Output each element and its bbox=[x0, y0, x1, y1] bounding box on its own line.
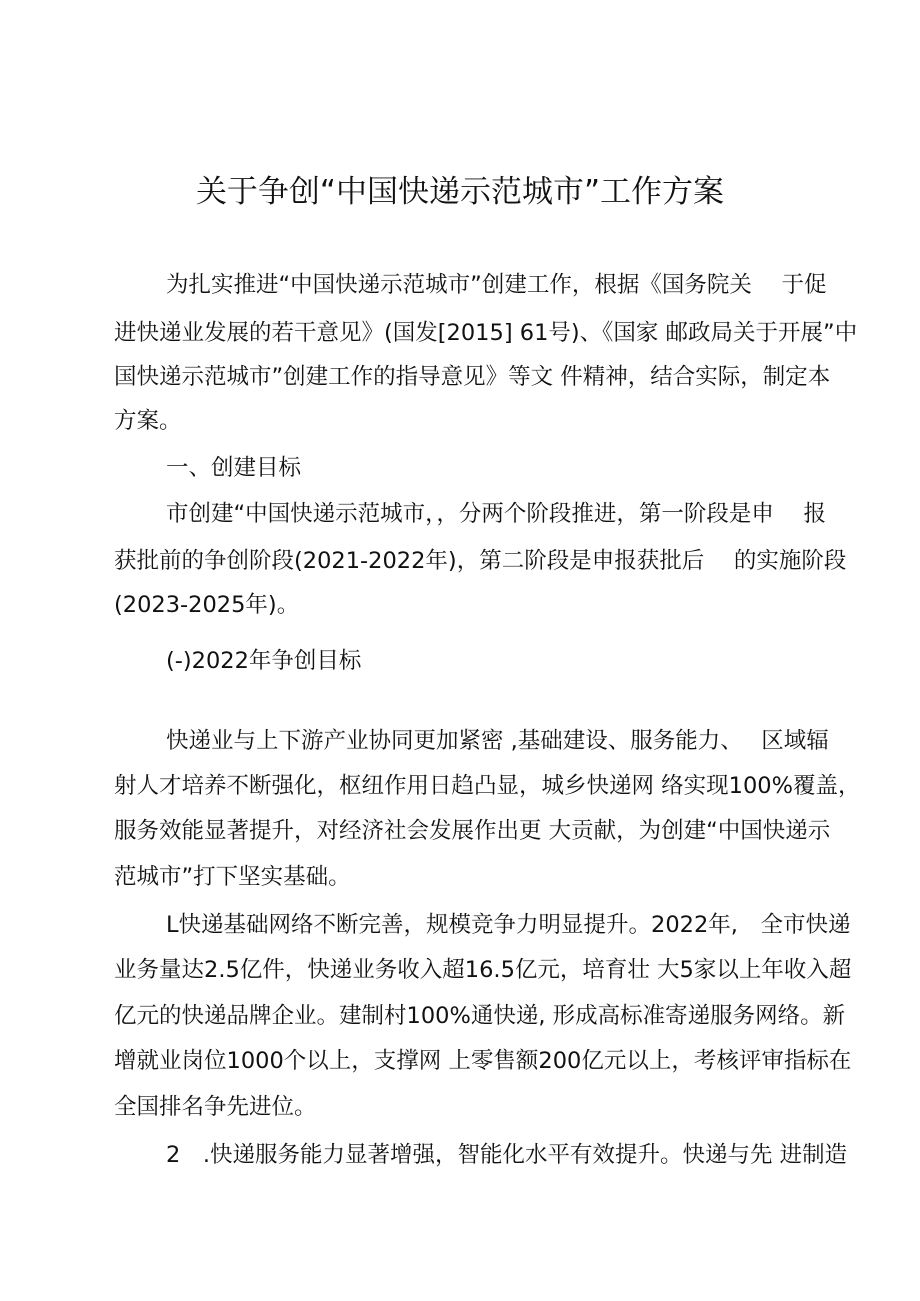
paragraph-line: 增就业岗位1000个以上，支撑网 上零售额200亿元以上，考核评审指标在 bbox=[114, 1048, 852, 1074]
subsection-heading: (-)2022年争创目标 bbox=[166, 648, 362, 674]
paragraph-line: (2023-2025年)。 bbox=[114, 592, 300, 618]
paragraph-line: 服务效能显著提升，对经济社会发展作出更 大贡献，为创建“中国快递示 bbox=[114, 818, 831, 844]
section-heading: 一、创建目标 bbox=[166, 455, 302, 481]
paragraph-line: 国快递示范城市”创建工作的指导意见》等文 件精神，结合实际，制定本 bbox=[114, 364, 831, 390]
paragraph-line: 2 .快递服务能力显著增强，智能化水平有效提升。快递与先 进制造 bbox=[166, 1142, 848, 1168]
paragraph-line: 获批前的争创阶段(2021-2022年)，第二阶段是申报获批后 的实施阶段 bbox=[114, 548, 847, 574]
document-title: 关于争创“中国快递示范城市”工作方案 bbox=[195, 174, 725, 210]
paragraph-line: 范城市”打下坚实基础。 bbox=[114, 864, 351, 890]
paragraph-line: 快递业与上下游产业协同更加紧密 ,基础建设、服务能力、 区域辐 bbox=[166, 728, 829, 754]
paragraph-line: 方案。 bbox=[114, 408, 182, 434]
paragraph-line: 全国排名争先进位。 bbox=[114, 1094, 317, 1120]
paragraph-line: 进快递业发展的若干意见》(国发[2015] 61号)、《国家 邮政局关于开展”中 bbox=[114, 320, 858, 346]
paragraph-line: 为扎实推进“中国快递示范城市”创建工作，根据《国务院关 于促 bbox=[166, 272, 827, 298]
paragraph-line: 射人才培养不断强化，枢纽作用日趋凸显，城乡快递网 络实现100%覆盖， bbox=[114, 773, 861, 799]
paragraph-line: 业务量达2.5亿件，快递业务收入超16.5亿元，培育壮 大5家以上年收入超 bbox=[114, 957, 852, 983]
paragraph-line: 市创建“中国快递示范城市，，分两个阶段推进，第一阶段是申 报 bbox=[166, 501, 827, 527]
paragraph-line: 亿元的快递品牌企业。建制村100%通快递, 形成高标准寄递服务网络。新 bbox=[114, 1003, 846, 1029]
paragraph-line: L快递基础网络不断完善，规模竞争力明显提升。2022年, 全市快递 bbox=[166, 912, 851, 938]
